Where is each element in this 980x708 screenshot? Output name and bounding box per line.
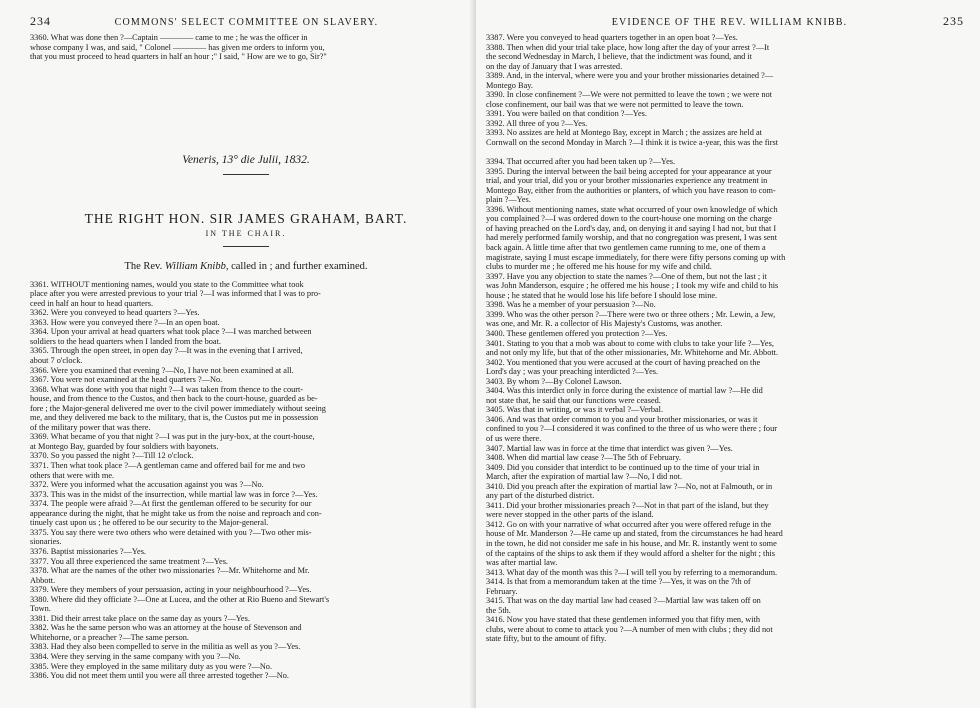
text-line: soldiers to the head quarters when I landed from the boat. [30, 336, 221, 346]
text-line: and not only my life, but that of the other missionaries, Mr. Whitehorne and Mr. Abbott. [486, 348, 779, 358]
text-line: February. [486, 586, 518, 596]
text-line: 3403. By whom ?—By Colonel Lawson. [486, 376, 622, 386]
text-line: whose company I was, and said, " Colonel ———— has given me orders to inform you, [30, 42, 325, 52]
text-line: 3385. Were they employed in the same military duty as you were ?—No. [30, 661, 273, 671]
text-line: 3384. Were they serving in the same company with you ?—No. [30, 651, 241, 661]
text-line: 3379. Were they members of your persuasion, acting in your neighbourhood ?—Yes. [30, 585, 312, 595]
text-line: of having preached on the Lord's day, and, on denying it and saying I had not, but that I [486, 223, 777, 233]
text-line: 3366. Were you examined that evening ?—No, I have not been examined at all. [30, 365, 294, 375]
text-line: 3413. What day of the month was this ?—I will tell you by referring to a memorandum. [486, 567, 778, 577]
left-top-lines [30, 33, 462, 62]
text-line: 3408. When did martial law cease ?—The 5th of February. [486, 453, 681, 463]
text-line: 3370. So you passed the night ?—Till 12 o'clock. [30, 451, 194, 461]
text-line: of the captains of the ships to ask them if they would afford a shelter for the night ; this [486, 548, 776, 558]
text-line: 3401. Stating to you that a mob was about to come with clubs to take your life ?—Yes, [486, 338, 774, 348]
right-page-number: 235 [942, 14, 964, 28]
text-line: 3414. Is that from a memorandum taken at the time ?—Yes, it was on the 7th of [486, 577, 751, 587]
text-line: 3404. Was this interdict only in force during the existence of martial law ?—He did [486, 386, 763, 396]
text-line: magistrate, saying I must escape immediately, for there were fifty persons coming up with [486, 252, 786, 262]
text-line: 3360. What was done then ?—Captain ———— came to me ; he was the officer in [30, 33, 308, 42]
text-line: was one, and Mr. R. a collector of His Majesty's Customs, was another. [486, 319, 723, 329]
text-line: 3374. The people were afraid ?—At first the gentleman offered to be security for our [30, 499, 312, 509]
divider-rule [223, 174, 269, 175]
text-line: others that were with me. [30, 470, 115, 480]
text-line: 3412. Go on with your narrative of what occurred after you were offered refuge in the [486, 519, 772, 529]
called-prefix: The Rev. [124, 260, 165, 272]
text-line: 3398. Was he a member of your persuasion ?—No. [486, 300, 656, 310]
text-line: 3371. Then what took place ?—A gentleman came and offered bail for me and two [30, 461, 306, 471]
divider-rule [223, 246, 269, 247]
text-line: 3365. Through the open street, in open day ?—It was in the evening that I arrived, [30, 346, 303, 356]
text-line: clubs, were about to come to attack you ?—A number of men with clubs ; they did not [486, 624, 773, 634]
text-line: in the town, he did not consider me safe in his house, and Mr. R. instantly went to some [486, 538, 777, 548]
text-line: 3362. Were you conveyed to head quarters ?—Yes. [30, 308, 200, 318]
text-line [486, 148, 964, 158]
text-line: 3395. During the interval between the bail being accepted for your appearance at your [486, 166, 772, 176]
text-line: sionaries. [30, 537, 62, 547]
text-line: 3407. Martial law was in force at the time that interdict was given ?—Yes. [486, 443, 733, 453]
text-line: 3411. Did your brother missionaries preach ?—Not in that part of the island, but they [486, 500, 769, 510]
right-page [476, 0, 980, 708]
text-line: March, after the expiration of martial law ?—No, I did not. [486, 472, 683, 482]
right-running-head [486, 14, 964, 29]
text-line: Whitehorne, or a preacher ?—The same person. [30, 632, 189, 642]
text-line: 3361. WITHOUT mentioning names, would you state to the Committee what took [30, 279, 304, 289]
text-line: of the military power that was there. [30, 422, 151, 432]
text-line: 3409. Did you consider that interdict to be continued up to the time of your trial in [486, 462, 760, 472]
text-line: state fifty, but to the amount of fifty. [486, 634, 607, 644]
text-line: 3402. You mentioned that you were accused at the court of having preached on the [486, 357, 761, 367]
text-line: 3364. Upon your arrival at head quarters what took place ?—I was marched between [30, 327, 312, 337]
text-line: ceed in half an hour to head quarters. [30, 298, 154, 308]
left-page [0, 0, 476, 708]
text-line: close confinement, our bail was that we were not permitted to leave the town. [486, 99, 744, 109]
text-line: 3396. Without mentioning names, state what occurred of your own knowledge of which [486, 204, 778, 214]
right-testimony [486, 33, 964, 644]
text-line: 3416. Now you have stated that these gentlemen informed you that fifty men, with [486, 615, 760, 625]
called-suffix: called in ; and further examined. [228, 260, 368, 272]
text-line: house of Mr. Manderson ?—He came up and stated, from the circumstances he had heard [486, 529, 783, 539]
text-line: 3372. Were you informed what the accusation against you was ?—No. [30, 480, 264, 490]
text-line: 3390. In close confinement ?—We were not permitted to leave the town ; we were not [486, 90, 772, 100]
chair-label: IN THE CHAIR. [205, 228, 287, 238]
left-page-number: 234 [30, 14, 51, 28]
left-running-head [30, 14, 462, 29]
text-line: Montego Bay. [486, 80, 533, 90]
text-line: 3381. Did their arrest take place on the same day as yours ?—Yes. [30, 613, 250, 623]
text-line: trial, and your trial, did you or your brother missionaries experience any treatment in [486, 176, 768, 186]
right-running-title: EVIDENCE OF THE REV. WILLIAM KNIBB. [611, 17, 848, 28]
text-line: 3373. This was in the midst of the insurrection, while martial law was in force ?—Yes. [30, 489, 318, 499]
text-line: 3369. What became of you that night ?—I was put in the jury-box, at the court-house, [30, 432, 315, 442]
text-line: 3375. You say there were two others who were detained with you ?—Two other mis- [30, 527, 312, 537]
text-line: the 5th. [486, 605, 511, 615]
text-line: plain ?—Yes. [486, 195, 531, 205]
witness-name: William Knibb, [164, 260, 229, 272]
text-line: the second Wednesday in March, I believe, that the indictment was found, and it [486, 52, 752, 62]
text-line: back again. A little time after that two gentlemen came running to me, one of them a [486, 243, 766, 253]
text-line: 3406. And was that order common to you and your brother missionaries, or was it [486, 414, 758, 424]
text-line: had merely performed family worship, and that no congregation was present, I was sent [486, 233, 777, 243]
text-line: appearance during the night, that he might take us from the noise and reproach and con- [30, 508, 322, 518]
text-line: 3392. All three of you ?—Yes. [486, 118, 588, 128]
text-line: Lord's day ; was your preaching interdicted ?—Yes. [486, 367, 659, 377]
left-running-title: COMMONS' SELECT COMMITTEE ON SLAVERY. [114, 17, 379, 28]
text-line: about 7 o'clock. [30, 356, 83, 366]
text-line: house ; he stated that he would lose his life before I should lose mine. [486, 290, 718, 300]
text-line: 3378. What are the names of the other two missionaries ?—Mr. Whitehorne and Mr. [30, 566, 310, 576]
text-line: was after martial law. [486, 558, 558, 568]
text-line: 3367. You were not examined at the head quarters ?—No. [30, 375, 223, 385]
text-line: 3376. Baptist missionaries ?—Yes. [30, 546, 147, 556]
text-line: me, and they delivered me back to the military, that is, the Custos put me in possession [30, 413, 319, 423]
text-line: 3399. Who was the other person ?—There were two or three others ; Mr. Lewin, a Jew, [486, 309, 776, 319]
text-line: 3400. These gentlemen offered you protection ?—Yes. [486, 328, 668, 338]
text-line: not state that, he said that our functions were ceased. [486, 395, 661, 405]
text-line: were never stopped in the other parts of the island. [486, 510, 654, 520]
text-line: 3382. Was he the same person who was an attorney at the house of Stevenson and [30, 623, 302, 633]
text-line: Montego Bay, either from the authorities or planters, of which you have reason to com- [486, 185, 776, 195]
left-testimony [30, 280, 462, 681]
text-line: house, and from thence to the Custos, and then back to the court-house, guarded as be- [30, 394, 318, 404]
text-line: of us were there. [486, 433, 542, 443]
text-line: 3377. You all three experienced the same treatment ?—Yes. [30, 556, 228, 566]
text-line: 3410. Did you preach after the expiration of martial law ?—No, not at Falmouth, or in [486, 481, 773, 491]
text-line: 3405. Was that in writing, or was it verbal ?—Verbal. [486, 405, 664, 415]
text-line: 3386. You did not meet them until you were all three arrested together ?—No. [30, 671, 289, 681]
text-line: Abbott. [30, 575, 56, 585]
text-line: 3388. Then when did your trial take place, how long after the day of your arrest ?—It [486, 42, 770, 52]
text-line: 3415. That was on the day martial law had ceased ?—Martial law was taken off on [486, 596, 761, 606]
text-line: 3387. Were you conveyed to head quarters together in an open boat ?—Yes. [486, 33, 738, 42]
text-line: 3380. Where did they officiate ?—One at Lucea, and the other at Rio Bueno and Stewart's [30, 594, 330, 604]
sitting-date: Veneris, 13° die Julii, 1832. [182, 153, 310, 166]
text-line: 3393. No assizes are held at Montego Bay, except in March ; the assizes are held at [486, 128, 762, 138]
text-line: any part of the disturbed district. [486, 491, 595, 501]
text-line: at Montego Bay, guarded by four soldiers with bayonets. [30, 441, 219, 451]
text-line: 3397. Have you any objection to state the names ?—One of them, but not the last ; it [486, 271, 767, 281]
text-line: tinuely cast upon us ; he offered to be our security to the Major-general. [30, 518, 269, 528]
text-line: fore ; the Major-general delivered me over to the civil power immediately without seeing [30, 403, 326, 413]
text-line: you complained ?—I was ordered down to the court-house one morning on the charge [486, 214, 772, 224]
text-line: 3389. And, in the interval, where were you and your brother missionaries detained ?— [486, 71, 774, 81]
text-line: was John Manderson, esquire ; he offered me his house ; I took my wife and child to his [486, 281, 779, 291]
text-line: clubs to murder me ; he offered me his house for my wife and child. [486, 262, 712, 272]
text-line: 3368. What was done with you that night ?—I was taken from thence to the court- [30, 384, 304, 394]
text-line: 3383. Had they also been compelled to serve in the militia as well as you ?—Yes. [30, 642, 301, 652]
text-line: Town. [30, 604, 51, 614]
text-line: 3363. How were you conveyed there ?—In an open boat. [30, 317, 220, 327]
witness-called-line [30, 261, 462, 272]
text-line: Cornwall on the second Monday in March ?—I think it is twice a-year, this was the first [486, 138, 779, 148]
text-line: confined to you ?—I considered it was confined to the three of us who were there ; four [486, 424, 777, 434]
text-line: 3391. You were bailed on that condition ?—Yes. [486, 109, 647, 119]
text-line: 3394. That occurred after you had been taken up ?—Yes. [486, 157, 676, 167]
text-line: place after you were arrested previous to your trial ?—I was informed that I was to pro- [30, 289, 321, 299]
text-line: that you must proceed to head quarters in half an hour ;" I said, " How are we to go, Sir?" [30, 52, 327, 62]
chair-name: THE RIGHT HON. SIR JAMES GRAHAM, BART. [84, 210, 408, 226]
text-line: on the day of January that I was arrested. [486, 61, 623, 71]
